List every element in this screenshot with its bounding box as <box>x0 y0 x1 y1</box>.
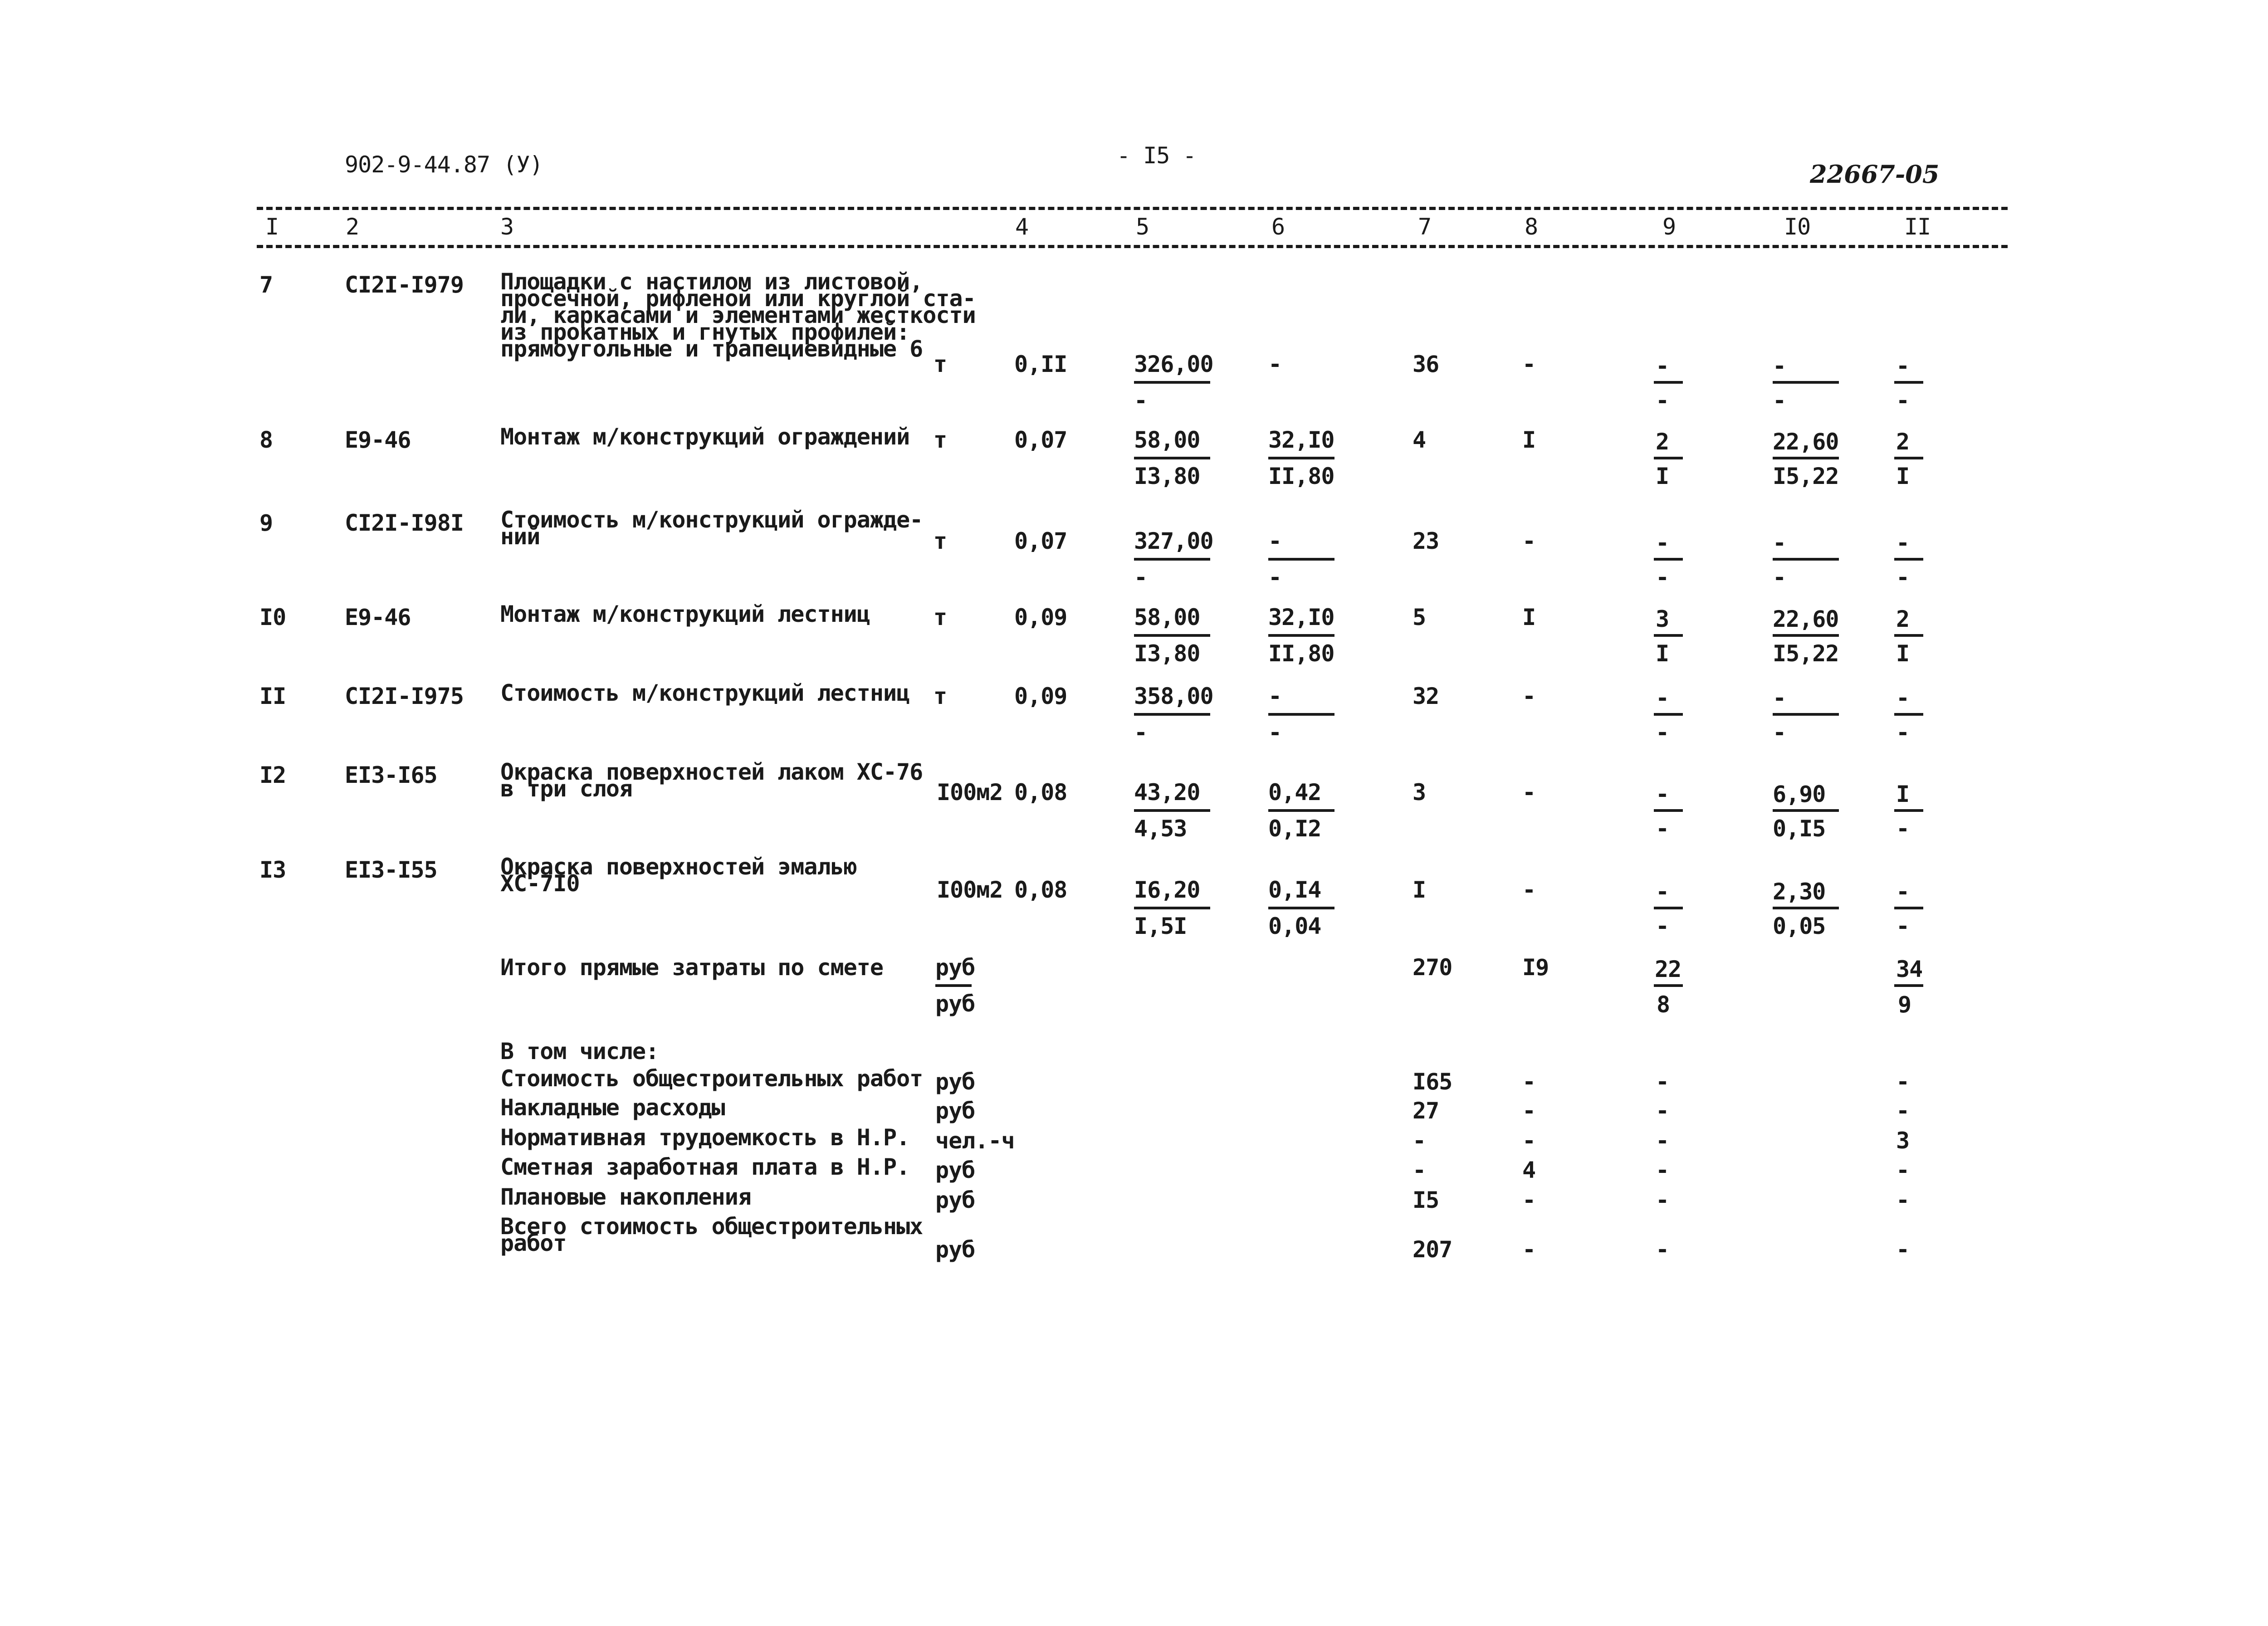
col10-bottom: I5,22 <box>1773 463 1839 489</box>
unit: I00м2 <box>937 779 1003 806</box>
col9-top: - <box>1656 530 1669 556</box>
col8-value: I <box>1522 427 1536 453</box>
summary-col11: - <box>1896 1069 1910 1095</box>
norm-code: ЕI3-I55 <box>345 857 437 883</box>
column-header-7: 7 <box>1418 214 1432 240</box>
col5-top: 58,00 <box>1134 604 1200 630</box>
col6-fraction-bar <box>1268 907 1334 909</box>
col9-bottom: I <box>1656 463 1669 489</box>
col11-top: - <box>1896 530 1910 556</box>
col9-fraction-bar <box>1654 381 1683 384</box>
col6-bottom: - <box>1268 564 1282 591</box>
col7-value: 4 <box>1413 427 1426 453</box>
col5-fraction-bar <box>1134 381 1210 384</box>
col9-top: - <box>1656 353 1669 379</box>
summary-label: Стоимость общестроительных работ <box>500 1065 923 1092</box>
summary-col7: - <box>1413 1157 1426 1183</box>
col6-top: 32,I0 <box>1268 427 1334 453</box>
norm-code: ЕI3-I65 <box>345 762 437 788</box>
quantity: 0,09 <box>1014 604 1067 630</box>
column-header-8: 8 <box>1525 214 1538 240</box>
norm-code: СI2I-I975 <box>345 683 464 709</box>
col5-fraction-bar <box>1134 907 1210 909</box>
including-label: В том числе: <box>500 1038 659 1064</box>
col7-value: 5 <box>1413 604 1426 630</box>
col9-bottom: - <box>1656 719 1669 746</box>
total-col8: I9 <box>1522 954 1549 981</box>
col11-bottom: - <box>1896 719 1910 746</box>
col10-bottom: - <box>1773 564 1786 591</box>
summary-col7: 27 <box>1413 1098 1439 1124</box>
col11-top: I <box>1896 781 1910 807</box>
col9-fraction-bar <box>1654 457 1683 459</box>
norm-code: Е9-46 <box>345 427 411 453</box>
summary-col9: - <box>1656 1157 1669 1183</box>
col5-fraction-bar <box>1134 809 1210 812</box>
col10-top: 2,30 <box>1773 879 1826 905</box>
col11-top: 2 <box>1896 429 1910 455</box>
total-col9-bar <box>1654 984 1683 987</box>
unit: т <box>934 427 947 453</box>
summary-col7: I65 <box>1413 1069 1452 1095</box>
column-header-4: 4 <box>1015 214 1029 240</box>
col5-fraction-bar <box>1134 713 1210 716</box>
summary-col7: 207 <box>1413 1236 1452 1263</box>
col7-value: 23 <box>1413 528 1439 554</box>
total-unit-bar <box>935 984 972 987</box>
col11-fraction-bar <box>1894 457 1923 459</box>
col8-value: I <box>1522 604 1536 630</box>
col9-top: 2 <box>1656 429 1669 455</box>
col8-value: - <box>1522 528 1536 554</box>
unit: I00м2 <box>937 877 1003 903</box>
col10-fraction-bar <box>1773 809 1839 812</box>
col7-value: I <box>1413 877 1426 903</box>
col9-top: - <box>1656 781 1669 807</box>
summary-col8: - <box>1522 1069 1536 1095</box>
col5-bottom: - <box>1134 387 1148 414</box>
column-header-2: 2 <box>346 214 359 240</box>
col11-fraction-bar <box>1894 809 1923 812</box>
summary-col8: - <box>1522 1128 1536 1154</box>
col11-fraction-bar <box>1894 558 1923 561</box>
row-number: II <box>259 683 286 709</box>
summary-col11: - <box>1896 1236 1910 1263</box>
work-description: Стоимость м/конструкций огражде- ний <box>500 507 923 550</box>
col6-bottom: - <box>1268 719 1282 746</box>
summary-label: Сметная заработная плата в Н.Р. <box>500 1154 910 1180</box>
col10-fraction-bar <box>1773 907 1839 909</box>
summary-unit: руб <box>935 1157 975 1183</box>
col9-bottom: - <box>1656 387 1669 414</box>
total-col11-bar <box>1894 984 1923 987</box>
summary-label: Всего стоимость общестроительных работ <box>500 1213 923 1256</box>
col11-bottom: I <box>1896 640 1910 667</box>
col5-top: 58,00 <box>1134 427 1200 453</box>
col6-fraction-bar <box>1268 713 1334 716</box>
total-col9-top: 22 <box>1655 956 1681 982</box>
col11-top: - <box>1896 353 1910 379</box>
col5-fraction-bar <box>1134 457 1210 459</box>
row-number: I0 <box>259 604 286 630</box>
col9-fraction-bar <box>1654 634 1683 637</box>
col8-value: - <box>1522 351 1536 377</box>
document-code: 902-9-44.87 (У) <box>345 151 543 178</box>
column-header-11: II <box>1904 214 1931 240</box>
total-unit: руб <box>935 954 975 981</box>
col7-value: 32 <box>1413 683 1439 709</box>
total-col11-top: 34 <box>1896 956 1923 982</box>
col9-bottom: - <box>1656 564 1669 591</box>
work-description: Монтаж м/конструкций лестниц <box>500 601 870 627</box>
summary-col11: - <box>1896 1098 1910 1124</box>
col9-top: - <box>1656 685 1669 711</box>
summary-label: Нормативная трудоемкость в Н.Р. <box>500 1124 910 1151</box>
col10-fraction-bar <box>1773 558 1839 561</box>
col10-fraction-bar <box>1773 457 1839 459</box>
col6-bottom: 0,I2 <box>1268 815 1321 842</box>
col10-bottom: - <box>1773 719 1786 746</box>
col10-bottom: I5,22 <box>1773 640 1839 667</box>
col10-fraction-bar <box>1773 381 1839 384</box>
col6-top: 0,I4 <box>1268 877 1321 903</box>
summary-unit: руб <box>935 1069 975 1095</box>
col5-top: 358,00 <box>1134 683 1213 709</box>
col5-bottom: I3,80 <box>1134 463 1200 489</box>
col7-value: 3 <box>1413 779 1426 806</box>
summary-col9: - <box>1656 1187 1669 1213</box>
summary-col9: - <box>1656 1236 1669 1263</box>
total-col9-bottom: 8 <box>1657 991 1670 1018</box>
work-description: Стоимость м/конструкций лестниц <box>500 680 910 706</box>
column-header-3: 3 <box>500 214 514 240</box>
summary-unit: руб <box>935 1187 975 1213</box>
summary-col9: - <box>1656 1069 1669 1095</box>
col11-bottom: - <box>1896 387 1910 414</box>
column-header-10: I0 <box>1784 214 1811 240</box>
col9-fraction-bar <box>1654 713 1683 716</box>
row-number: I3 <box>259 857 286 883</box>
total-col11-bottom: 9 <box>1898 991 1911 1018</box>
col10-fraction-bar <box>1773 634 1839 637</box>
col5-top: 327,00 <box>1134 528 1213 554</box>
col8-value: - <box>1522 683 1536 709</box>
col6-fraction-bar <box>1268 809 1334 812</box>
summary-unit: чел.-ч <box>935 1128 1015 1154</box>
unit: т <box>934 528 947 554</box>
norm-code: СI2I-I98I <box>345 510 464 536</box>
total-label: Итого прямые затраты по смете <box>500 954 883 981</box>
summary-unit: руб <box>935 1098 975 1124</box>
col6-bottom: II,80 <box>1268 640 1334 667</box>
col11-fraction-bar <box>1894 907 1923 909</box>
col11-bottom: I <box>1896 463 1910 489</box>
col10-top: - <box>1773 353 1786 379</box>
summary-label: Накладные расходы <box>500 1094 725 1121</box>
row-number: 9 <box>259 510 273 536</box>
work-description: Окраска поверхностей эмалью ХС-7I0 <box>500 854 857 897</box>
summary-col7: - <box>1413 1128 1426 1154</box>
summary-col8: 4 <box>1522 1157 1536 1183</box>
work-description: Монтаж м/конструкций ограждений <box>500 424 910 450</box>
summary-col11: - <box>1896 1187 1910 1213</box>
col10-top: - <box>1773 530 1786 556</box>
col10-top: 6,90 <box>1773 781 1826 807</box>
column-header-rule <box>257 245 2008 248</box>
col11-bottom: - <box>1896 815 1910 842</box>
total-col7: 270 <box>1413 954 1452 981</box>
summary-col11: 3 <box>1896 1128 1910 1154</box>
col11-bottom: - <box>1896 564 1910 591</box>
col5-top: 326,00 <box>1134 351 1213 377</box>
summary-col9: - <box>1656 1128 1669 1154</box>
unit: т <box>934 351 947 377</box>
col11-fraction-bar <box>1894 381 1923 384</box>
row-number: 8 <box>259 427 273 453</box>
col6-fraction-bar <box>1268 457 1334 459</box>
col11-top: - <box>1896 879 1910 905</box>
col10-fraction-bar <box>1773 713 1839 716</box>
col9-fraction-bar <box>1654 558 1683 561</box>
summary-col8: - <box>1522 1236 1536 1263</box>
summary-label: Плановые накопления <box>500 1184 751 1210</box>
summary-col11: - <box>1896 1157 1910 1183</box>
col5-bottom: I,5I <box>1134 913 1187 939</box>
quantity: 0,07 <box>1014 528 1067 554</box>
norm-code: СI2I-I979 <box>345 272 464 298</box>
col5-bottom: - <box>1134 719 1148 746</box>
col6-fraction-bar <box>1268 558 1334 561</box>
quantity: 0,09 <box>1014 683 1067 709</box>
col5-bottom: I3,80 <box>1134 640 1200 667</box>
col11-top: 2 <box>1896 606 1910 632</box>
col10-bottom: 0,I5 <box>1773 815 1826 842</box>
col10-top: 22,60 <box>1773 606 1839 632</box>
col8-value: - <box>1522 779 1536 806</box>
col9-bottom: I <box>1656 640 1669 667</box>
col10-bottom: 0,05 <box>1773 913 1826 939</box>
col5-bottom: 4,53 <box>1134 815 1187 842</box>
col9-top: 3 <box>1656 606 1669 632</box>
summary-col8: - <box>1522 1098 1536 1124</box>
col8-value: - <box>1522 877 1536 903</box>
unit: т <box>934 604 947 630</box>
unit: т <box>934 683 947 709</box>
handwritten-number: 22667-05 <box>1810 160 1940 189</box>
summary-col7: I5 <box>1413 1187 1439 1213</box>
summary-col8: - <box>1522 1187 1536 1213</box>
col10-top: 22,60 <box>1773 429 1839 455</box>
col10-bottom: - <box>1773 387 1786 414</box>
summary-col9: - <box>1656 1098 1669 1124</box>
col5-bottom: - <box>1134 564 1148 591</box>
col5-top: 43,20 <box>1134 779 1200 806</box>
col6-bottom: 0,04 <box>1268 913 1321 939</box>
quantity: 0,07 <box>1014 427 1067 453</box>
col6-top: - <box>1268 683 1282 709</box>
col7-value: 36 <box>1413 351 1439 377</box>
col9-bottom: - <box>1656 815 1669 842</box>
col6-top: 32,I0 <box>1268 604 1334 630</box>
column-header-5: 5 <box>1136 214 1149 240</box>
quantity: 0,08 <box>1014 779 1067 806</box>
col6-top: - <box>1268 528 1282 554</box>
work-description: Окраска поверхностей лаком ХС-76 в три слоя <box>500 759 923 802</box>
total-unit-bottom: руб <box>935 991 975 1017</box>
col5-fraction-bar <box>1134 634 1210 637</box>
table-top-rule <box>257 207 2008 210</box>
col6-bottom: II,80 <box>1268 463 1334 489</box>
col9-fraction-bar <box>1654 809 1683 812</box>
quantity: 0,08 <box>1014 877 1067 903</box>
col11-fraction-bar <box>1894 634 1923 637</box>
row-number: I2 <box>259 762 286 788</box>
col6-top: 0,42 <box>1268 779 1321 806</box>
page-number: - I5 - <box>1117 142 1196 169</box>
col11-bottom: - <box>1896 913 1910 939</box>
col6-fraction-bar <box>1268 634 1334 637</box>
col10-top: - <box>1773 685 1786 711</box>
col5-top: I6,20 <box>1134 877 1200 903</box>
column-header-1: I <box>265 214 279 240</box>
quantity: 0,II <box>1014 351 1067 377</box>
col5-fraction-bar <box>1134 558 1210 561</box>
work-description: Площадки с настилом из листовой, просечной, рифленой или круглой ста- ли, каркасами и элементами жесткости из прокатных и гнутых профилей: прямоугольные и трапециевидные 6 <box>500 269 976 362</box>
col11-fraction-bar <box>1894 713 1923 716</box>
col9-bottom: - <box>1656 913 1669 939</box>
row-number: 7 <box>259 272 273 298</box>
col9-fraction-bar <box>1654 907 1683 909</box>
column-header-9: 9 <box>1662 214 1676 240</box>
summary-unit: руб <box>935 1236 975 1263</box>
col6-top: - <box>1268 351 1282 377</box>
norm-code: Е9-46 <box>345 604 411 630</box>
col11-top: - <box>1896 685 1910 711</box>
column-header-6: 6 <box>1271 214 1285 240</box>
col9-top: - <box>1656 879 1669 905</box>
